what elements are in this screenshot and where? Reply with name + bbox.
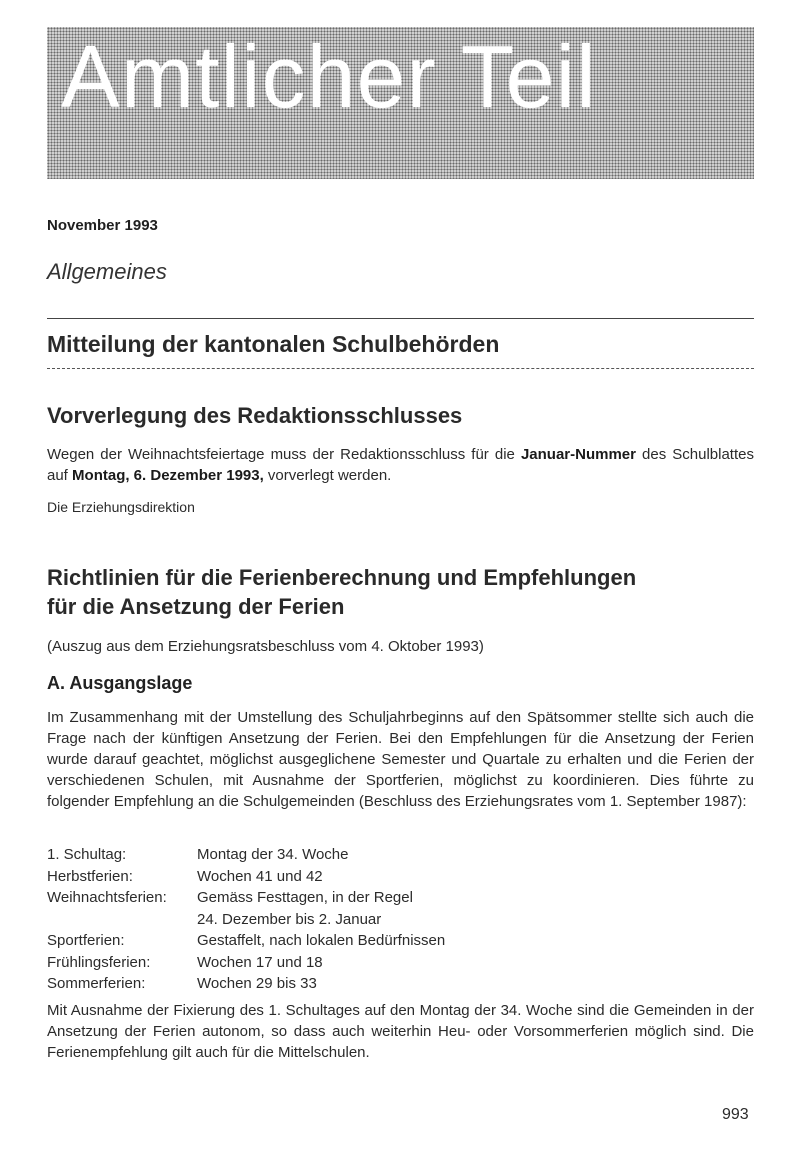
- schedule-value: Wochen 17 und 18: [197, 953, 323, 971]
- schedule-row: [47, 909, 445, 931]
- schedule-value: Gemäss Festtagen, in der Regel: [197, 889, 413, 906]
- article1-text-b: des Schulblattes auf: [47, 446, 754, 484]
- schedule-value: Wochen 41 und 42: [197, 867, 323, 885]
- schedule-row: [47, 866, 445, 888]
- schedule-label: Frühlingsferien:: [47, 953, 151, 971]
- schedule-value: 24. Dezember bis 2. Januar: [197, 910, 382, 928]
- article1-signature: Die Erziehungsdirektion: [47, 499, 195, 515]
- schedule-value: Montag der 34. Woche: [197, 846, 349, 863]
- article1-text-c: vorverlegt werden.: [263, 467, 392, 484]
- article2-paragraph2: Mit Ausnahme der Fixierung des 1. Schultages auf den Montag der 34. Woche sind die Gemeinden in der Ansetzung der Ferien autonom, so dass auch weiterhin Heu- oder Vorsommerferien möglich sind. Die Ferienempfehlung gilt auch für die Mittelschulen.: [47, 1002, 754, 1061]
- header-banner: [47, 27, 754, 179]
- article2-title-line2: für die Ansetzung der Ferien: [47, 594, 345, 619]
- schedule-row: [47, 930, 445, 952]
- schedule-value: Gestaffelt, nach lokalen Bedürfnissen: [197, 932, 446, 949]
- schedule-label: Sportferien:: [47, 932, 125, 949]
- article1-body: [47, 444, 754, 486]
- schedule-value: Wochen 29 bis 33: [197, 975, 317, 992]
- page-number: 993: [722, 1106, 749, 1123]
- schedule-row: [47, 844, 445, 866]
- divider-top: [47, 318, 754, 319]
- schedule-label: Weihnachtsferien:: [47, 889, 167, 906]
- schedule-label: Sommerferien:: [47, 975, 146, 992]
- section-title: Allgemeines: [47, 259, 167, 284]
- article1-title: Vorverlegung des Redaktionsschlusses: [47, 403, 463, 428]
- issue-date: November 1993: [47, 217, 158, 234]
- schedule-label: Herbstferien:: [47, 867, 133, 885]
- schedule-label: [47, 909, 197, 931]
- article1-bold-a: Januar-Nummer: [520, 446, 636, 463]
- mitteilung-heading: Mitteilung der kantonalen Schulbehörden: [47, 331, 500, 357]
- schedule-row: [47, 887, 445, 909]
- article2-title-line1: Richtlinien für die Ferienberechnung und Empfehlungen: [47, 565, 637, 590]
- holiday-schedule: [47, 844, 445, 995]
- schedule-row: [47, 973, 445, 995]
- divider-bottom: [47, 368, 754, 369]
- article2-subtitle: (Auszug aus dem Erziehungsratsbeschluss vom 4. Oktober 1993): [47, 638, 484, 655]
- article2-paragraph1: Im Zusammenhang mit der Umstellung des Schuljahrbeginns auf den Spätsommer stellte sich auch die Frage nach der künftigen Ansetzung der Ferien. Bei den Empfehlungen für die Ansetzung der Ferien wurde darauf geachtet, möglichst ausgeglichene Semester und Quartale zu erhalten und die Ferien der verschiedenen Schulen, mit Ausnahme der Sportferien, möglichst zu koordinieren. Dies führte zu folgender Empfehlung an die Schulgemeinden (Beschluss des Erziehungsrates vom 1. September 1987):: [47, 709, 754, 810]
- article1-text-a: Wegen der Weihnachtsfeiertage muss der Redaktionsschluss für die: [47, 446, 521, 463]
- article1-bold-b: Montag, 6. Dezember 1993,: [72, 467, 264, 484]
- article2-title: [47, 563, 636, 621]
- section-a-heading: A. Ausgangslage: [47, 673, 193, 693]
- banner-title: Amtlicher Teil: [61, 27, 597, 126]
- schedule-row: [47, 952, 445, 974]
- schedule-label: 1. Schultag:: [47, 846, 127, 863]
